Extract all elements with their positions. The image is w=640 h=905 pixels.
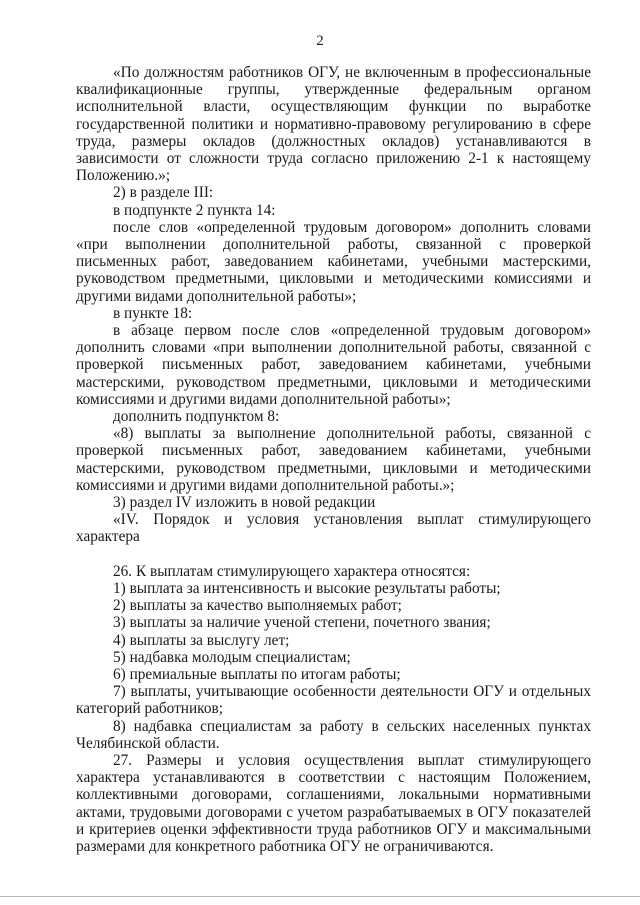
paragraph-add-subclause-8: дополнить подпунктом 8: bbox=[113, 408, 280, 426]
list-item: 2) выплаты за качество выполняемых работ; bbox=[113, 597, 402, 615]
paragraph-section-3: 2) в разделе III: bbox=[113, 184, 214, 202]
list-item: 7) выплаты, учитывающие особенности деятельности ОГУ и отдельных категорий работников; bbox=[76, 683, 591, 718]
document-body bbox=[76, 64, 591, 855]
paragraph-subclause-2-item-14: в подпункте 2 пункта 14: bbox=[113, 201, 276, 219]
list-item: 6) премиальные выплаты по итогам работы; bbox=[113, 665, 401, 683]
list-item: 5) надбавка молодым специалистам; bbox=[113, 648, 351, 666]
list-item: 3) выплаты за наличие ученой степени, почетного звания; bbox=[113, 614, 491, 632]
list-item: 1) выплата за интенсивность и высокие результаты работы; bbox=[113, 579, 501, 597]
paragraph-item-26: 26. К выплатам стимулирующего характера относятся: bbox=[113, 562, 471, 580]
paragraph-section-4-new: 3) раздел IV изложить в новой редакции bbox=[113, 494, 376, 512]
page-bottom-edge bbox=[0, 896, 640, 897]
paragraph-item-18: в пункте 18: bbox=[113, 304, 193, 322]
list-item: 4) выплаты за выслугу лет; bbox=[113, 631, 290, 649]
list-item: 8) надбавка специалистам за работу в сельских населенных пунктах Челябинской области. bbox=[76, 717, 591, 752]
page-number: 2 bbox=[316, 33, 324, 49]
paragraph-subclause-8: «8) выплаты за выполнение дополнительной работы, связанной с проверкой письменных работ, заведованием кабинетами, учебными мастерскими, руководством предметными, цикловыми и методическими комиссиями и другими видами дополнительной работы.»; bbox=[76, 425, 591, 494]
paragraph-amend-18: в абзаце первом после слов «определенной трудовым договором» дополнить словами «при выполнении дополнительной работы, связанной с проверкой письменных работ, заведованием кабинетами, учебными мастерскими, руководством предметными, цикловыми и методическими комиссиями и другими видами дополнительной работы»; bbox=[76, 322, 591, 408]
paragraph-item-27: 27. Размеры и условия осуществления выплат стимулирующего характера устанавливаются в соответствии с настоящим Положением, коллективными договорами, соглашениями, локальными нормативными актами, трудовыми договорами с учетом разрабатываемых в ОГУ показателей и критериев оценки эффективности труда работников ОГУ и максимальными размерами для конкретного работника ОГУ не ограничиваются. bbox=[76, 751, 591, 855]
paragraph-amend-14: после слов «определенной трудовым договором» дополнить словами «при выполнении дополнительной работы, связанной с проверкой письменных работ, заведованием кабинетами, учебными мастерскими, руководством предметными, цикловыми и методическими комиссиями и другими видами дополнительной работы»; bbox=[76, 218, 591, 305]
paragraph-salary-clause: «По должностям работников ОГУ, не включенным в профессиональные квалификационные группы, утвержденные федеральным органом исполнительной власти, осуществляющим функции по выработке государственной политики и нормативно-правовому регулированию в сфере труда, размеры окладов (должностных окладов) устанавливаются в зависимости от сложности труда согласно приложению 2-1 к настоящему Положению.»; bbox=[76, 64, 591, 185]
spacer bbox=[76, 546, 591, 563]
section-4-heading: «IV. Порядок и условия установления выплат стимулирующего характера bbox=[76, 511, 591, 546]
